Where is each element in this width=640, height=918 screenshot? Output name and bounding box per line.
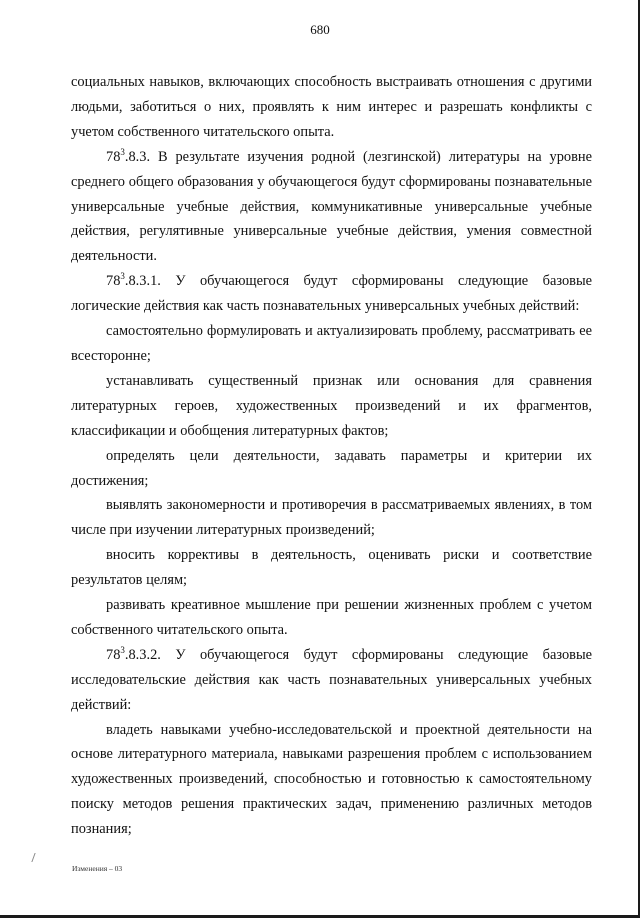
numbered-paragraph [71,269,592,319]
list-item [71,444,592,494]
paragraph-number-base: 78 [106,646,121,663]
list-item [71,718,592,843]
paragraph-number-suffix: .8.3. [124,148,151,165]
list-item [71,319,592,369]
list-item-text: владеть навыками учебно-исследовательской и проектной деятельности на основе литературного материала, навыками разрешения проблем с использованием художественных произведений, способностью и готовностью к самостоятельному поиску методов решения практических задач, применению различных методов познания; [71,721,592,838]
paragraph-number [106,644,161,663]
list-item [71,593,592,643]
paragraph-number [106,273,161,289]
list-item [71,543,592,593]
scan-mark [31,853,39,862]
paragraph-number-base: 78 [106,273,121,290]
paragraph-number [106,146,151,165]
paragraph-number-superscript: 3 [120,146,125,157]
page-number: 680 [310,22,330,37]
paragraph-number-base: 78 [106,148,121,165]
paragraph-number-superscript: 3 [120,644,125,655]
list-item-text: устанавливать существенный признак или основания для сравнения литературных героев, художественных произведений и их фрагментов, классификации и обобщения литературных фактов; [71,372,592,439]
list-item-text: развивать креативное мышление при решении жизненных проблем с учетом собственного читательского опыта. [71,597,592,638]
numbered-paragraph [71,145,592,270]
list-item-text: определять цели деятельности, задавать параметры и критерии их достижения; [71,447,592,489]
list-item [71,369,592,444]
revision-footer: Изменения – 03 [72,864,123,873]
paragraph-text: социальных навыков, включающих способность выстраивать отношения с другими людьми, заботиться о них, проявлять к ним интерес и разрешать конфликты с учетом собственного читательского опыта. [71,74,592,140]
paragraph-text: У обучающегося будут сформированы следующие базовые исследовательские действия как часть познавательных универсальных учебных действий: [71,646,592,713]
paragraph-text: В результате изучения родной (лезгинской) литературы на уровне среднего общего образования у обучающегося будут сформированы познавательные универсальные учебные действия, коммуникативные универсальные учебные действия, регулятивные универсальные учебные действия, умения совместной деятельности. [71,148,592,265]
paragraph [71,70,592,145]
list-item-text: вносить коррективы в деятельность, оценивать риски и соответствие результатов целям; [71,547,592,589]
list-item-text: выявлять закономерности и противоречия в рассматриваемых явлениях, в том числе при изучении литературных произведений; [71,497,592,539]
numbered-paragraph [71,643,592,718]
list-item [71,493,592,543]
paragraph-number-suffix: .8.3.2. [124,646,161,663]
document-body [71,70,592,842]
paragraph-number-suffix: .8.3.1. [124,273,161,290]
paragraph-text: У обучающегося будут сформированы следующие базовые логические действия как часть познавательных универсальных учебных действий: [71,273,592,315]
list-item-text: самостоятельно формулировать и актуализировать проблему, рассматривать ее всесторонне; [71,323,592,364]
paragraph-number-superscript: 3 [120,271,125,282]
